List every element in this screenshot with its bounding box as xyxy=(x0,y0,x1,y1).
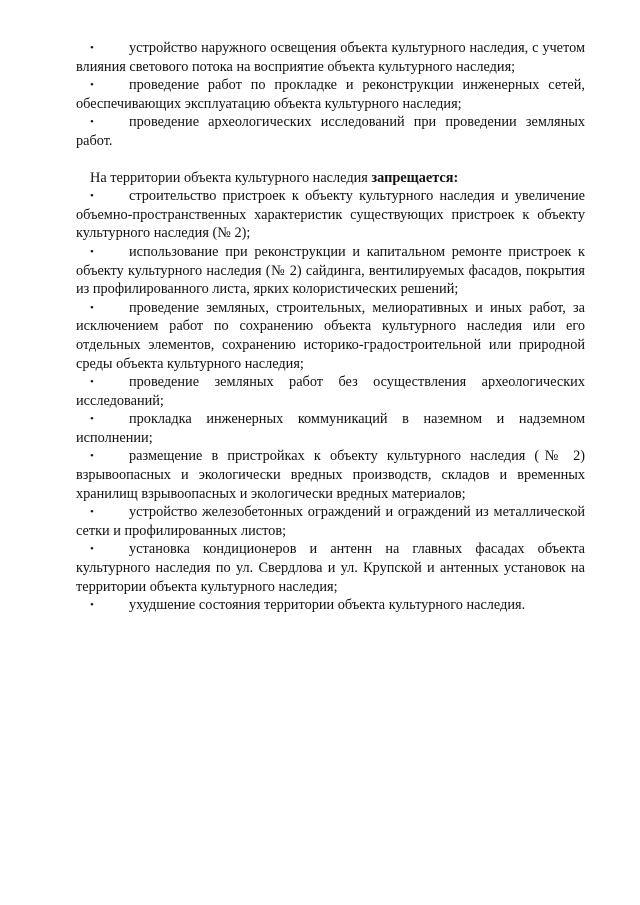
list-item xyxy=(76,540,585,596)
bullet-icon: • xyxy=(90,42,94,54)
forbidden-intro-paragraph xyxy=(76,169,585,188)
bullet-icon: • xyxy=(90,190,94,203)
list-item-text: устройство железобетонных ограждений и ограждений из металлической сетки и профилированных листов; xyxy=(76,504,585,539)
list-item-text: установка кондиционеров и антенн на главных фасадах объекта культурного наследия по ул. Свердлова и ул. Крупской и антенных установок на территории объекта культурного наследия; xyxy=(76,541,585,595)
bullet-icon: • xyxy=(90,301,94,314)
list-item xyxy=(76,373,585,410)
intro-bold-text: запрещается: xyxy=(371,169,459,186)
list-item xyxy=(76,113,585,150)
forbidden-works-list xyxy=(76,187,585,615)
bullet-icon: • xyxy=(90,413,94,426)
list-item-text: проведение археологических исследований при проведении земляных работ. xyxy=(76,114,585,149)
list-item xyxy=(76,76,585,113)
list-item-text: устройство наружного освещения объекта культурного наследия, с учетом влияния светового потока на восприятие объекта культурного наследия; xyxy=(76,40,585,75)
intro-text: На территории объекта культурного наследия xyxy=(90,169,372,186)
list-item-text: использование при реконструкции и капитальном ремонте пристроек к объекту культурного наследия (№ 2) сайдинга, вентилируемых фасадов, покрытия из профилированного листа, ярких колористических решений; xyxy=(76,243,585,298)
list-item-text: размещение в пристройках к объекту культурного наследия (№ 2) взрывоопасных и экологически вредных производств, складов и временных хранилищ взрывоопасных и экологически вредных материалов; xyxy=(76,448,585,502)
list-item xyxy=(76,596,585,615)
bullet-icon: • xyxy=(90,116,94,129)
list-item xyxy=(76,410,585,447)
list-item xyxy=(76,503,585,540)
bullet-icon: • xyxy=(90,245,94,258)
bullet-icon: • xyxy=(90,450,94,463)
list-item xyxy=(76,187,585,243)
list-item xyxy=(76,39,585,76)
list-item-text: ухудшение состояния территории объекта культурного наследия. xyxy=(129,597,526,614)
bullet-icon: • xyxy=(90,599,94,612)
list-item-text: строительство пристроек к объекту культурного наследия и увеличение объемно-пространственных характеристик существующих пристроек к объекту культурного наследия (№ 2); xyxy=(76,188,585,242)
list-item xyxy=(76,299,585,373)
bullet-icon: • xyxy=(90,376,94,389)
permitted-works-list xyxy=(76,39,585,151)
list-item-text: проведение земляных, строительных, мелиоративных и иных работ, за исключением работ по сохранению объекта культурного наследия или его отдельных элементов, сохранению историко-градостроительной или природной среды объекта культурного наследия; xyxy=(76,299,585,372)
bullet-icon: • xyxy=(90,506,94,519)
bullet-icon: • xyxy=(90,543,94,556)
list-item-text: проведение земляных работ без осуществления археологических исследований; xyxy=(76,374,585,409)
list-item-text: проведение работ по прокладке и реконструкции инженерных сетей, обеспечивающих эксплуатацию объекта культурного наследия; xyxy=(76,77,585,112)
list-item xyxy=(76,447,585,503)
bullet-icon: • xyxy=(90,79,94,92)
list-item xyxy=(76,243,585,299)
list-item-text: прокладка инженерных коммуникаций в наземном и надземном исполнении; xyxy=(76,411,585,446)
